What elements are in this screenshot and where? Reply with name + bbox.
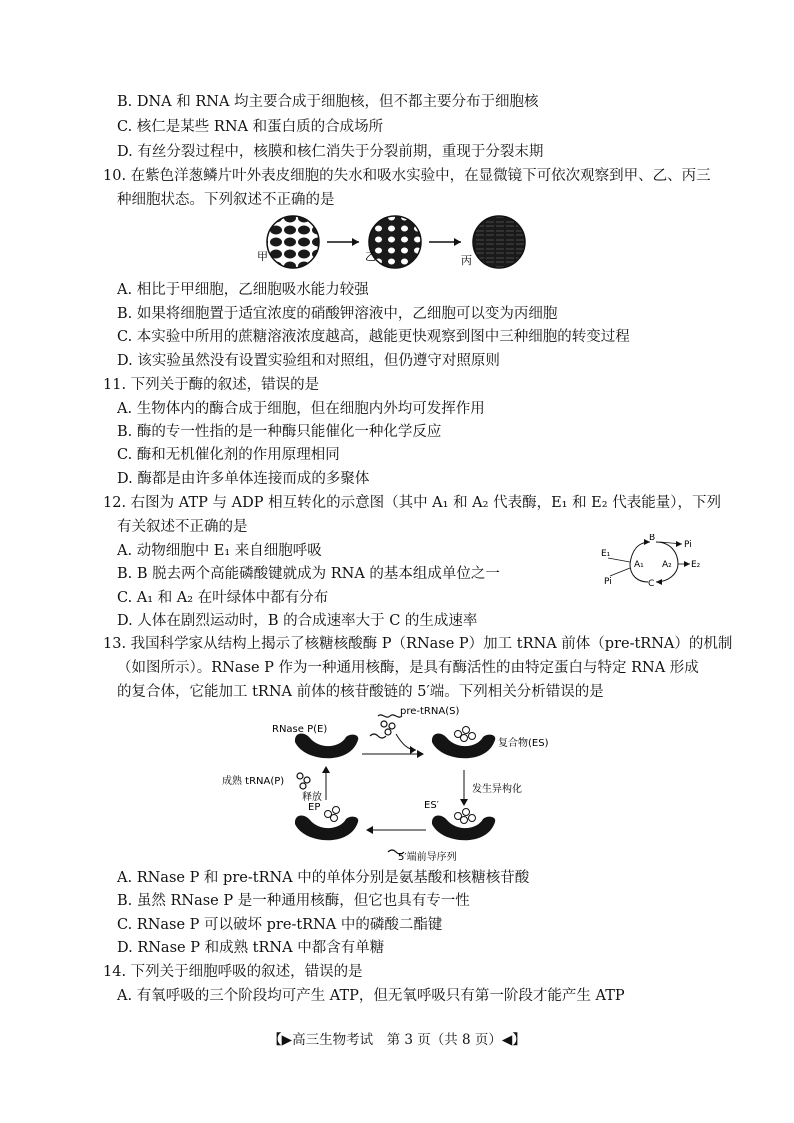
enzyme-rnase-p [295, 733, 358, 758]
label-pi-bottom: Pi [604, 577, 612, 587]
enzyme-substrate-complex-isomer [432, 809, 495, 841]
q13-stem-line1: 13. 我国科学家从结构上揭示了核糖核酸酶 P（RNase P）加工 tRNA 前体（pre-tRNA）的机制 [103, 636, 733, 652]
q10-option-a: A. 相比于甲细胞，乙细胞吸水能力较强 [117, 282, 369, 298]
label-bing: 丙 [461, 254, 472, 267]
q11-option-a: A. 生物体内的酶合成于细胞，但在细胞内外均可发挥作用 [117, 401, 485, 417]
q11-option-c: C. 酶和无机催化剂的作用原理相同 [117, 447, 340, 463]
q10-stem-line1: 10. 在紫色洋葱鳞片叶外表皮细胞的失水和吸水实验中，在显微镜下可依次观察到甲、乙、丙三 [103, 168, 711, 184]
label-yi: 乙 [365, 250, 376, 263]
cell-state-bing [473, 216, 525, 268]
label-mature-trna: 成熟 tRNA(P) [222, 776, 285, 787]
cell-state-yi [369, 216, 421, 268]
q14-option-a: A. 有氧呼吸的三个阶段均可产生 ATP，但无氧呼吸只有第一阶段才能产生 ATP [117, 988, 625, 1004]
q13-option-b: B. 虽然 RNase P 是一种通用核酶，但它也具有专一性 [117, 893, 470, 909]
label-a2: A₂ [662, 560, 672, 570]
q11-option-b: B. 酶的专一性指的是一种酶只能催化一种化学反应 [117, 424, 442, 440]
q12-option-d: D. 人体在剧烈运动时，B 的合成速率大于 C 的生成速率 [117, 613, 478, 629]
q11-option-d: D. 酶都是由许多单体连接而成的多聚体 [117, 471, 370, 487]
q9-option-c: C. 核仁是某些 RNA 和蛋白质的合成场所 [117, 119, 384, 135]
label-e1: E₁ [601, 549, 611, 559]
q13-rnase-p-figure [220, 704, 550, 866]
enzyme-product-complex [295, 807, 358, 841]
label-ep: EP [308, 802, 321, 813]
q13-stem-line3: 的复合体，它能加工 tRNA 前体的核苷酸链的 5′端。下列相关分析错误的是 [117, 684, 604, 700]
q12-atp-cycle-figure [598, 534, 708, 590]
q12-option-b: B. B 脱去两个高能磷酸键就成为 RNA 的基本组成单位之一 [117, 566, 500, 582]
q12-option-c: C. A₁ 和 A₂ 在叶绿体中都有分布 [117, 590, 329, 606]
mature-trna-molecule [297, 773, 310, 789]
q13-option-c: C. RNase P 可以破坏 pre-tRNA 中的磷酸二酯键 [117, 917, 443, 933]
label-a1: A₁ [634, 560, 644, 570]
q13-option-d: D. RNase P 和成熟 tRNA 中都含有单糖 [117, 940, 385, 956]
label-c: C [648, 579, 655, 589]
q10-option-d: D. 该实验虽然没有设置实验组和对照组，但仍遵守对照原则 [117, 353, 500, 369]
label-pre-trna: pre-tRNA(S) [400, 706, 460, 717]
q13-option-a: A. RNase P 和 pre-tRNA 中的单体分别是氨基酸和核糖核苷酸 [117, 870, 530, 886]
q12-option-a: A. 动物细胞中 E₁ 来自细胞呼吸 [117, 543, 322, 559]
label-leader-sequence: 5′端前导序列 [398, 852, 457, 863]
q9-option-d: D. 有丝分裂过程中，核膜和核仁消失于分裂前期，重现于分裂末期 [117, 144, 544, 160]
label-release: 释放 [302, 792, 322, 803]
q14-stem: 14. 下列关于细胞呼吸的叙述，错误的是 [103, 964, 363, 980]
enzyme-substrate-complex [432, 727, 495, 759]
label-pi-top: Pi [684, 540, 692, 550]
label-e2: E₂ [691, 560, 701, 570]
q10-cell-figure [255, 212, 535, 274]
q10-option-b: B. 如果将细胞置于适宜浓度的硝酸钾溶液中，乙细胞可以变为丙细胞 [117, 306, 558, 322]
q11-stem: 11. 下列关于酶的叙述，错误的是 [103, 377, 320, 393]
q13-stem-line2: （如图所示）。RNase P 作为一种通用核酶，是具有酶活性的由特定蛋白与特定 RNA 形成 [117, 660, 699, 676]
q9-option-b: B. DNA 和 RNA 均主要合成于细胞核，但不都主要分布于细胞核 [117, 94, 539, 110]
pre-trna-molecule [370, 715, 402, 738]
label-rnase-p: RNase P(E) [272, 724, 328, 735]
label-b: B [649, 534, 656, 543]
q10-option-c: C. 本实验中所用的蔗糖溶液浓度越高，越能更快观察到图中三种细胞的转变过程 [117, 329, 630, 345]
label-isomerization: 发生异构化 [472, 784, 522, 795]
cell-state-jia [267, 216, 319, 268]
label-es-complex: 复合物(ES) [498, 738, 549, 749]
page-footer: 【▶高三生物考试 第 3 页（共 8 页）◀】 [268, 1032, 526, 1048]
label-es-prime: ES′ [424, 800, 439, 811]
label-jia: 甲 [257, 250, 268, 263]
q12-stem-line2: 有关叙述不正确的是 [117, 519, 248, 535]
q12-stem-line1: 12. 右图为 ATP 与 ADP 相互转化的示意图（其中 A₁ 和 A₂ 代表酶，E₁ 和 E₂ 代表能量），下列 [103, 495, 721, 511]
q10-stem-line2: 种细胞状态。下列叙述不正确的是 [117, 192, 335, 208]
